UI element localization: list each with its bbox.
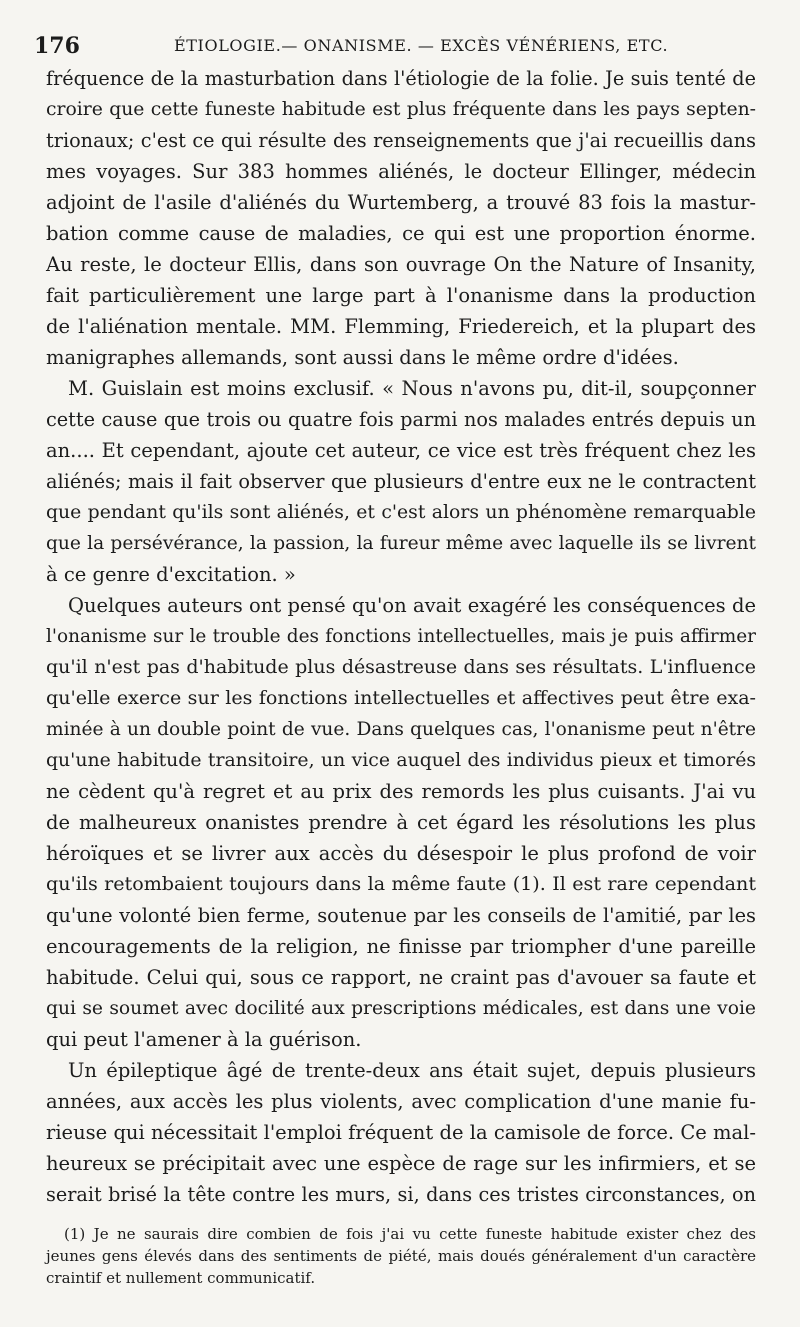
text-line: rieuse qui nécessitait l'emploi fréquent de la camisole de force. Ce mal- xyxy=(46,1121,756,1144)
text-line: années, aux accès les plus violents, avec complication d'une manie fu- xyxy=(46,1090,756,1113)
footnote-line: craintif et nullement communicatif. xyxy=(46,1269,316,1287)
text-line: de malheureux onanistes prendre à cet égard les résolutions les plus xyxy=(46,811,756,834)
text-line: de l'aliénation mentale. MM. Flemming, Friedereich, et la plupart des xyxy=(46,315,756,338)
text-line: qui se soumet avec docilité aux prescriptions médicales, est dans une voie xyxy=(46,998,756,1019)
text-line: Au reste, le docteur Ellis, dans son ouvrage On the Nature of Insanity, xyxy=(46,253,756,276)
text-line: ne cèdent qu'à regret et au prix des remords les plus cuisants. J'ai vu xyxy=(46,780,756,803)
text-line: Un épileptique âgé de trente-deux ans était sujet, depuis plusieurs xyxy=(68,1059,756,1082)
text-line: que pendant qu'ils sont aliénés, et c'est alors un phénomène remarquable xyxy=(46,502,756,523)
text-line: qui peut l'amener à la guérison. xyxy=(46,1028,362,1051)
text-line: serait brisé la tête contre les murs, si, dans ces tristes circonstances, on xyxy=(46,1183,756,1206)
text-line: qu'ils retombaient toujours dans la même faute (1). Il est rare cependant xyxy=(46,873,756,895)
page-header xyxy=(34,33,764,61)
text-line: que la persévérance, la passion, la fureur même avec laquelle ils se livrent xyxy=(46,533,756,554)
footnote-line: (1) Je ne saurais dire combien de fois j'ai vu cette funeste habitude exister chez des xyxy=(64,1225,756,1243)
text-line: qu'il n'est pas d'habitude plus désastreuse dans ses résultats. L'influence xyxy=(46,656,756,678)
text-line: heureux se précipitait avec une espèce de rage sur les infirmiers, et se xyxy=(46,1152,756,1175)
text-line: cette cause que trois ou quatre fois parmi nos malades entrés depuis un xyxy=(46,408,756,431)
footnote-line: jeunes gens élevés dans des sentiments de piété, mais doués généralement d'un caractère xyxy=(46,1247,756,1265)
text-line: fréquence de la masturbation dans l'étiologie de la folie. Je suis tenté de xyxy=(46,67,756,90)
text-line: héroïques et se livrer aux accès du désespoir le plus profond de voir xyxy=(46,842,756,865)
text-line: à ce genre d'excitation. » xyxy=(46,563,296,586)
text-line: fait particulièrement une large part à l'onanisme dans la production xyxy=(46,284,756,307)
text-line: an.... Et cependant, ajoute cet auteur, ce vice est très fréquent chez les xyxy=(46,439,756,462)
footnote xyxy=(46,1223,756,1289)
text-line: Quelques auteurs ont pensé qu'on avait exagéré les conséquences de xyxy=(68,594,756,617)
text-line: M. Guislain est moins exclusif. « Nous n'avons pu, dit-il, soupçonner xyxy=(68,377,756,400)
text-line: qu'une habitude transitoire, un vice auquel des individus pieux et timorés xyxy=(46,750,756,771)
text-line: l'onanisme sur le trouble des fonctions intellectuelles, mais je puis affirmer xyxy=(46,626,756,647)
text-line: manigraphes allemands, sont aussi dans le même ordre d'idées. xyxy=(46,346,679,369)
text-line: mes voyages. Sur 383 hommes aliénés, le docteur Ellinger, médecin xyxy=(46,160,756,183)
text-line: trionaux; c'est ce qui résulte des renseignements que j'ai recueillis dans xyxy=(46,129,756,152)
text-line: croire que cette funeste habitude est plus fréquente dans les pays septen- xyxy=(46,99,756,120)
page-number: 176 xyxy=(34,33,80,59)
text-line: adjoint de l'asile d'aliénés du Wurtemberg, a trouvé 83 fois la mastur- xyxy=(46,191,756,214)
body-text xyxy=(46,63,756,1210)
text-line: minée à un double point de vue. Dans quelques cas, l'onanisme peut n'être xyxy=(46,719,756,740)
running-head: ÉTIOLOGIE.— ONANISME. — EXCÈS VÉNÉRIENS, ETC. xyxy=(174,36,669,55)
text-line: habitude. Celui qui, sous ce rapport, ne craint pas d'avouer sa faute et xyxy=(46,966,756,989)
text-line: bation comme cause de maladies, ce qui est une proportion énorme. xyxy=(46,222,756,245)
text-line: encouragements de la religion, ne finisse par triompher d'une pareille xyxy=(46,935,756,958)
text-line: qu'elle exerce sur les fonctions intellectuelles et affectives peut être exa- xyxy=(46,687,756,709)
text-line: qu'une volonté bien ferme, soutenue par les conseils de l'amitié, par les xyxy=(46,904,756,927)
text-line: aliénés; mais il fait observer que plusieurs d'entre eux ne le contractent xyxy=(46,470,756,493)
